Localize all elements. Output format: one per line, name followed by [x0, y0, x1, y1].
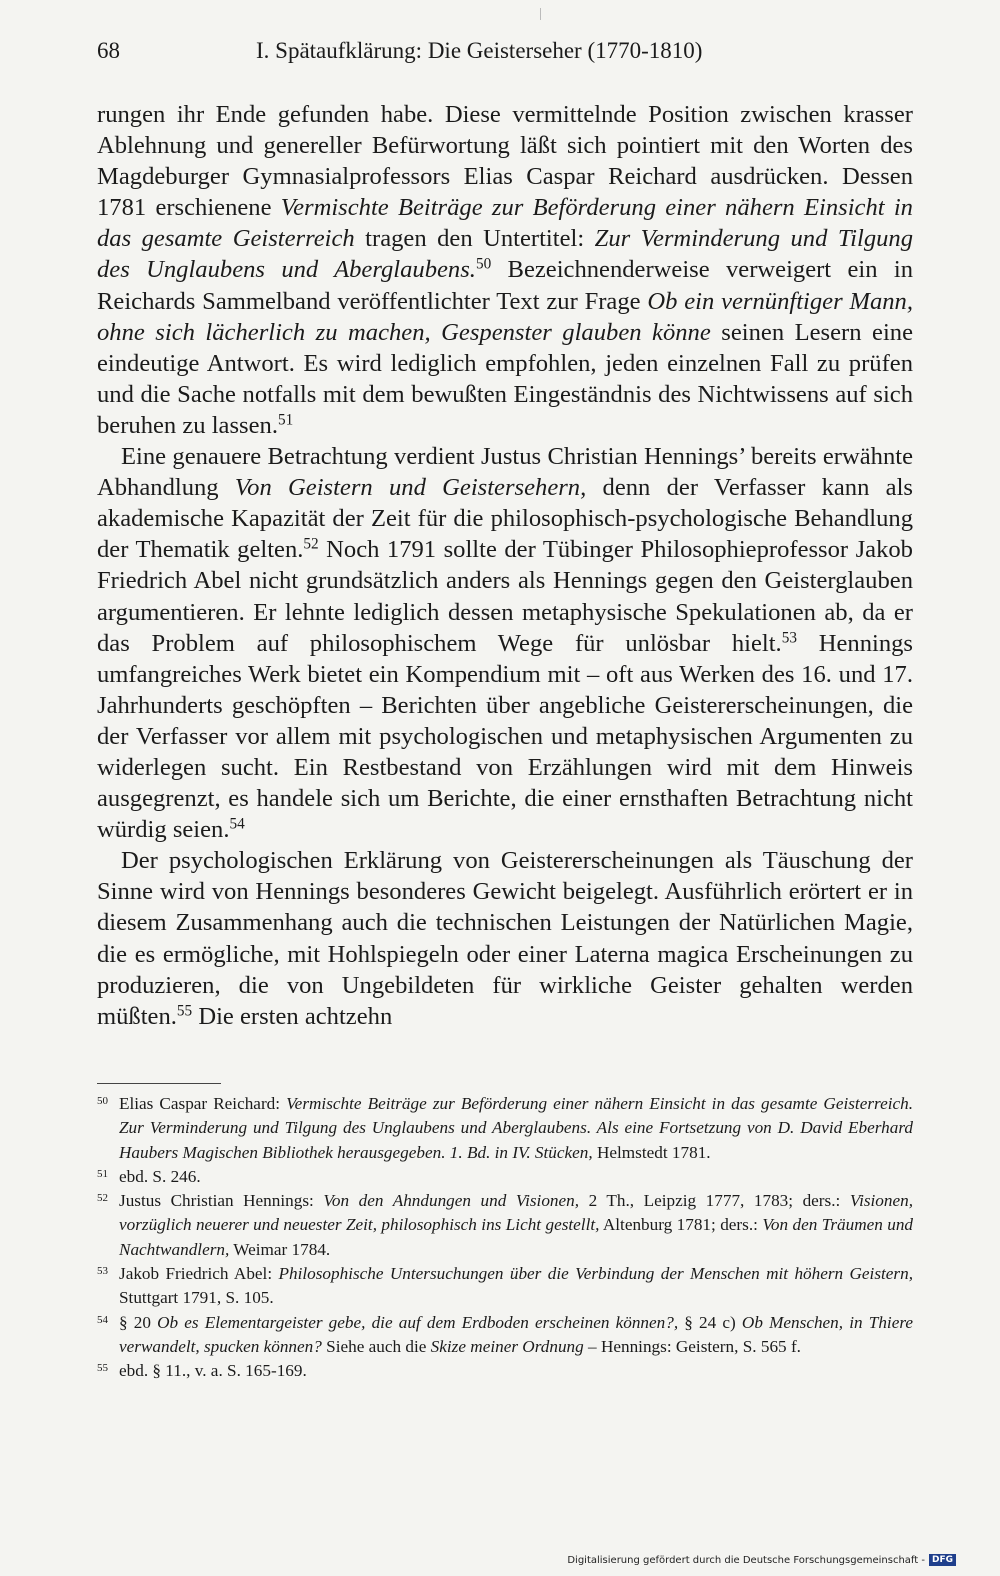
text: Altenburg 1781; ders.: [599, 1215, 763, 1235]
book-subtitle: Zur Verminderung und Tilgung des Unglaubens und Aberglaubens. [97, 225, 914, 284]
text: § 20 [119, 1312, 158, 1332]
footnote-ref-54[interactable]: 54 [229, 815, 245, 833]
text: rungen ihr Ende gefunden habe. Diese vermittelnde Position zwischen krasser Ablehnung und genereller Befürwortung läßt sich pointiert mit den Worten des Magdeburger Gymnasialprofessors Elias Caspar Reichard ausdrücken. Dessen 1781 erschienene [97, 101, 913, 222]
scan-mark [540, 8, 541, 20]
text: Justus Christian Hennings: [119, 1191, 324, 1211]
text: denn der Verfasser kann als akademische Kapazität der Zeit für die philosophisch-psychologische Behandlung der Thematik gelten. [97, 474, 913, 564]
text: Hennings umfangreiches Werk bietet ein Kompendium mit – oft aus Werken des 16. und 17. Jahrhunderts geschöpften – Berichten über angebliche Geistererscheinungen, die der Verfasser vor allem mit psychologischen und metaphysischen Argumenten zu widerlegen sucht. Ein Restbestand von Erzählungen wird mit dem Hinweis ausgegrenzt, es handele sich um Berichte, die einer ernsthaften Betrachtung nicht würdig seien. [97, 629, 913, 844]
text: Stuttgart 1791, S. 105. [119, 1288, 274, 1308]
dfg-logo: DFG [929, 1554, 956, 1566]
cited-title: Philosophische Untersuchungen über die Verbindung der Menschen mit höhern Geistern, [278, 1264, 914, 1284]
text: Helmstedt 1781. [592, 1142, 711, 1162]
cited-title: Ob Menschen, in Thiere verwandelt, spucken können? [119, 1312, 913, 1356]
cited-title: Visionen, vorzüglich neuerer und neuester Zeit, philosophisch ins Licht gestellt, [119, 1191, 914, 1235]
footnote-54 [97, 1311, 913, 1360]
text: ebd. § 11., v. a. S. 165-169. [119, 1361, 307, 1381]
body-text [97, 99, 913, 1032]
running-head: I. Spätaufklärung: Die Geisterseher (1770-1810) [256, 38, 703, 63]
cited-title: Von den Träumen und Nachtwandlern, [119, 1215, 914, 1259]
text: Noch 1791 sollte der Tübinger Philosophieprofessor Jakob Friedrich Abel nicht grundsätzlich anders als Hennings gegen den Geisterglauben argumentieren. Er lehnte lediglich dessen metaphysische Spekulationen ab, da er das Problem auf philosophischem Wege für unlösbar hielt. [97, 536, 913, 657]
credit-text: Digitalisierung gefördert durch die Deutsche Forschungsgemeinschaft - [567, 1555, 925, 1566]
cited-title: Skize meiner Ordnung [430, 1336, 584, 1356]
text: Eine genauere Betrachtung verdient Justus Christian Hennings’ bereits erwähnte Abhandlung [97, 443, 913, 502]
footnote-number: 51 [97, 1167, 108, 1180]
book-title: Vermischte Beiträge zur Beförderung einer nähern Einsicht in das gesamte Geisterreich [97, 194, 913, 253]
text: Die ersten achtzehn [192, 1002, 393, 1030]
text: – Hennings: Geistern, S. 565 f. [583, 1336, 801, 1356]
text: Bezeichnenderweise verweigert ein in Reichards Sammelband veröffentlichter Text zur Frage [97, 256, 913, 315]
footnote-divider [97, 1083, 221, 1084]
footnote-ref-50[interactable]: 50 [475, 256, 492, 274]
cited-title: Ob es Elementargeister gebe, die auf dem Erdboden erscheinen können?, [157, 1312, 679, 1332]
page-number: 68 [97, 38, 120, 63]
cited-title: Vermischte Beiträge zur Beförderung einer nähern Einsicht in das gesamte Geisterreich. Zur Verminderung und Tilgung des Unglaubens und Aberglaubens. Als eine Fortsetzung von D. David Eberhard Haubers Magischen Bibliothek herausgegeben. 1. Bd. in IV. Stücken, [119, 1094, 913, 1162]
paragraph-1 [97, 99, 913, 441]
text: Siehe auch die [321, 1336, 431, 1356]
footnote-ref-51[interactable]: 51 [277, 411, 294, 429]
text: tragen den Untertitel: [354, 225, 595, 253]
footnote-number: 54 [97, 1313, 108, 1326]
text: ebd. S. 246. [119, 1166, 201, 1186]
footnote-number: 53 [97, 1265, 108, 1278]
footnote-ref-53[interactable]: 53 [781, 629, 797, 647]
text: seinen Lesern eine eindeutige Antwort. Es wird lediglich empfohlen, jeden einzelnen Fall zu prüfen und die Sache notfalls mit dem bewußten Eingeständnis des Nichtwissens auf sich beruhen zu lassen. [97, 318, 913, 439]
text: 2 Th., Leipzig 1777, 1783; ders.: [579, 1191, 850, 1211]
cited-title: Von den Ahndungen und Visionen, [323, 1191, 580, 1211]
digitization-credit [567, 1554, 956, 1568]
footnote-number: 55 [97, 1362, 108, 1375]
footnotes [97, 1092, 913, 1384]
footnote-50 [97, 1092, 913, 1165]
essay-title: Ob ein vernünftiger Mann, ohne sich lächerlich zu machen, Gespenster glauben könne [97, 287, 913, 346]
footnote-ref-52[interactable]: 52 [303, 535, 319, 553]
paragraph-2 [97, 441, 913, 845]
footnote-number: 52 [97, 1192, 108, 1205]
text: Weimar 1784. [229, 1239, 331, 1259]
page-header [97, 36, 913, 70]
footnote-53 [97, 1262, 913, 1311]
text: Der psychologischen Erklärung von Geistererscheinungen als Täuschung der Sinne wird von Hennings besonderes Gewicht beigelegt. Ausführlich erörtert er in diesem Zusammenhang auch die technischen Leistungen der Natürlichen Magie, die es ermögliche, mit Hohlspiegeln oder einer Laterna magica Erscheinungen zu produzieren, die von Ungebildeten für wirkliche Geister gehalten werden müßten. [97, 847, 913, 1030]
footnote-51 [97, 1165, 913, 1189]
footnote-55 [97, 1359, 913, 1383]
paragraph-3 [97, 845, 913, 1032]
text: Jakob Friedrich Abel: [119, 1264, 279, 1284]
footnote-number: 50 [97, 1095, 108, 1107]
text: § 24 c) [678, 1312, 742, 1332]
book-title: Von Geistern und Geistersehern, [234, 474, 587, 502]
footnote-ref-55[interactable]: 55 [176, 1002, 193, 1020]
footnote-52 [97, 1189, 913, 1262]
text: Elias Caspar Reichard: [119, 1094, 287, 1113]
